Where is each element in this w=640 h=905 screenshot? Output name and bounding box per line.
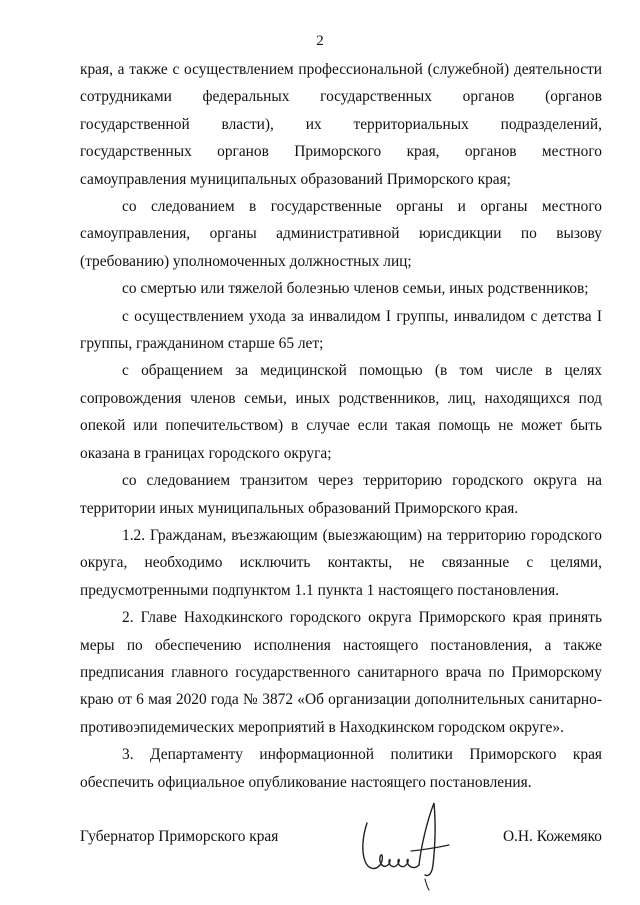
page-number: 2 xyxy=(316,33,324,49)
paragraph-clause-3: 3. Департаменту информационной политики Приморского края обеспечить официальное опубликование настоящего постановления. xyxy=(80,746,602,791)
paragraph-continuation: края, а также с осуществлением профессиональной (служебной) деятельности сотрудниками федеральных государственных органов (органов государственной власти), их территориальных подразделений, государственных органов Приморского края, органов местного самоуправления муниципальных образований Приморского края; xyxy=(80,61,602,188)
paragraph-item: со следованием в государственные органы и органы местного самоуправления, органы административной юрисдикции по вызову (требованию) уполномоченных должностных лиц; xyxy=(80,198,602,270)
document-body xyxy=(80,56,602,796)
signature-block xyxy=(80,828,602,852)
signer-position: Губернатор Приморского края xyxy=(80,828,279,845)
paragraph-item: с обращением за медицинской помощью (в том числе в целях сопровождения членов семьи, иных родственников, лиц, находящихся под опекой или попечительством) в случае если такая помощь не может быть оказана в границах городского округа; xyxy=(80,362,602,462)
signer-name: О.Н. Кожемяко xyxy=(502,828,602,845)
paragraph-item: с осуществлением ухода за инвалидом I группы, инвалидом с детства I группы, гражданином старше 65 лет; xyxy=(80,307,602,353)
paragraph-clause-2: 2. Главе Находкинского городского округа Приморского края принять меры по обеспечению исполнения настоящего постановления, а также предписания главного государственного санитарного врача по Приморскому краю от 6 мая 2020 года № 3872 «Об организации дополнительных санитарно-противоэпидемических мероприятий в Находкинском городском округе». xyxy=(80,609,602,736)
paragraph-clause-1-2: 1.2. Гражданам, въезжающим (выезжающим) на территорию городского округа, необходимо исключить контакты, не связанные с целями, предусмотренными подпунктом 1.1 пункта 1 настоящего постановления. xyxy=(80,526,602,599)
paragraph-item: со следованием транзитом через территорию городского округа на территории иных муниципальных образований Приморского края. xyxy=(80,472,602,517)
paragraph-item: со смертью или тяжелой болезнью членов семьи, иных родственников; xyxy=(122,280,589,298)
